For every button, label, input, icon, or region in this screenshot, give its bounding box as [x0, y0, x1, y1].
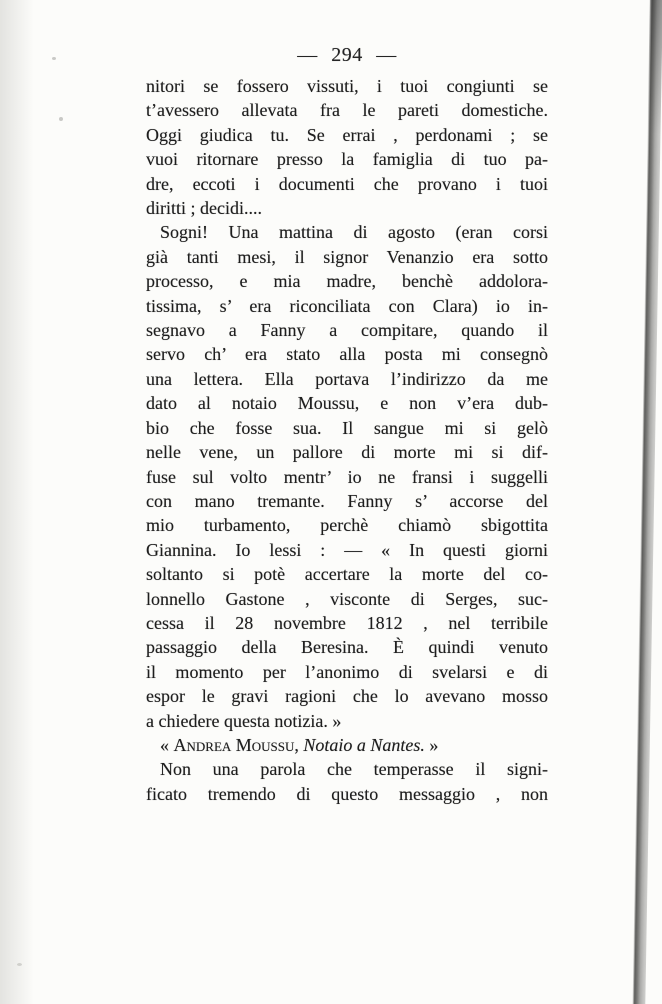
text-line: mio turbamento, perchè chiamò sbigottita	[146, 515, 548, 536]
text-line: Giannina. Io lessi : — « In questi giorni	[146, 539, 548, 560]
text-line: una lettera. Ella portava l’indirizzo da me	[146, 368, 548, 389]
text-line: t’avessero allevata fra le pareti domestiche.	[146, 100, 548, 121]
signature-line	[146, 733, 548, 757]
text-line: bio che fosse sua. Il sangue mi si gelò	[146, 417, 548, 438]
text-line: nitori se fossero vissuti, i tuoi congiunti se	[146, 76, 548, 96]
text-line: lonnello Gastone , visconte di Serges, suc-	[146, 588, 548, 609]
signature-name: Andrea Moussu,	[173, 734, 304, 755]
page-number: — 294 —	[297, 44, 397, 66]
text-line: a chiedere questa notizia. »	[146, 710, 342, 731]
text-line: fuse sul volto mentr’ io ne fransi i suggelli	[146, 466, 548, 487]
text-line: servo ch’ era stato alla posta mi consegnò	[146, 344, 548, 365]
signature-role: Notaio a Nantes.	[303, 734, 430, 755]
text-line: processo, e mia madre, benchè addolora-	[146, 271, 548, 292]
scan-speck	[17, 963, 22, 966]
text-line: tissima, s’ era riconciliata con Clara) io in-	[146, 295, 548, 316]
text-line: passaggio della Beresina. È quindi venuto	[146, 637, 548, 658]
text-line: soltanto si potè accertare la morte del co-	[146, 564, 548, 585]
text-line: nelle vene, un pallore di morte mi si dif-	[146, 442, 548, 463]
signature-close-quote: »	[429, 734, 439, 755]
body-text	[146, 74, 548, 806]
text-line: Oggi giudica tu. Se errai , perdonami ; se	[146, 124, 548, 145]
text-line: Sogni! Una mattina di agosto (eran corsi	[160, 222, 548, 243]
text-line: diritti ; decidi....	[146, 198, 262, 219]
text-line: il momento per l’anonimo di svelarsi e di	[146, 661, 548, 682]
page-edge-shadow	[632, 0, 662, 1004]
text-line: cessa il 28 novembre 1812 , nel terribile	[146, 612, 548, 633]
text-line: vuoi ritornare presso la famiglia di tuo pa-	[146, 149, 548, 170]
scan-left-shading	[0, 0, 34, 1004]
text-line: dre, eccoti i documenti che provano i tuoi	[146, 173, 548, 194]
scan-speck	[52, 57, 56, 60]
text-line: espor le gravi ragioni che lo avevano mosso	[146, 686, 548, 707]
text-line: Non una parola che temperasse il signi-	[160, 759, 548, 780]
text-line: già tanti mesi, il signor Venanzio era sotto	[146, 246, 548, 267]
text-line: dato al notaio Moussu, e non v’era dub-	[146, 393, 548, 414]
scan-speck	[59, 117, 63, 121]
text-line: con mano tremante. Fanny s’ accorse del	[146, 490, 548, 511]
text-line: ficato tremendo di questo messaggio , non	[146, 783, 548, 804]
signature-open-quote: «	[160, 734, 174, 755]
text-line: segnavo a Fanny a compitare, quando il	[146, 320, 548, 341]
